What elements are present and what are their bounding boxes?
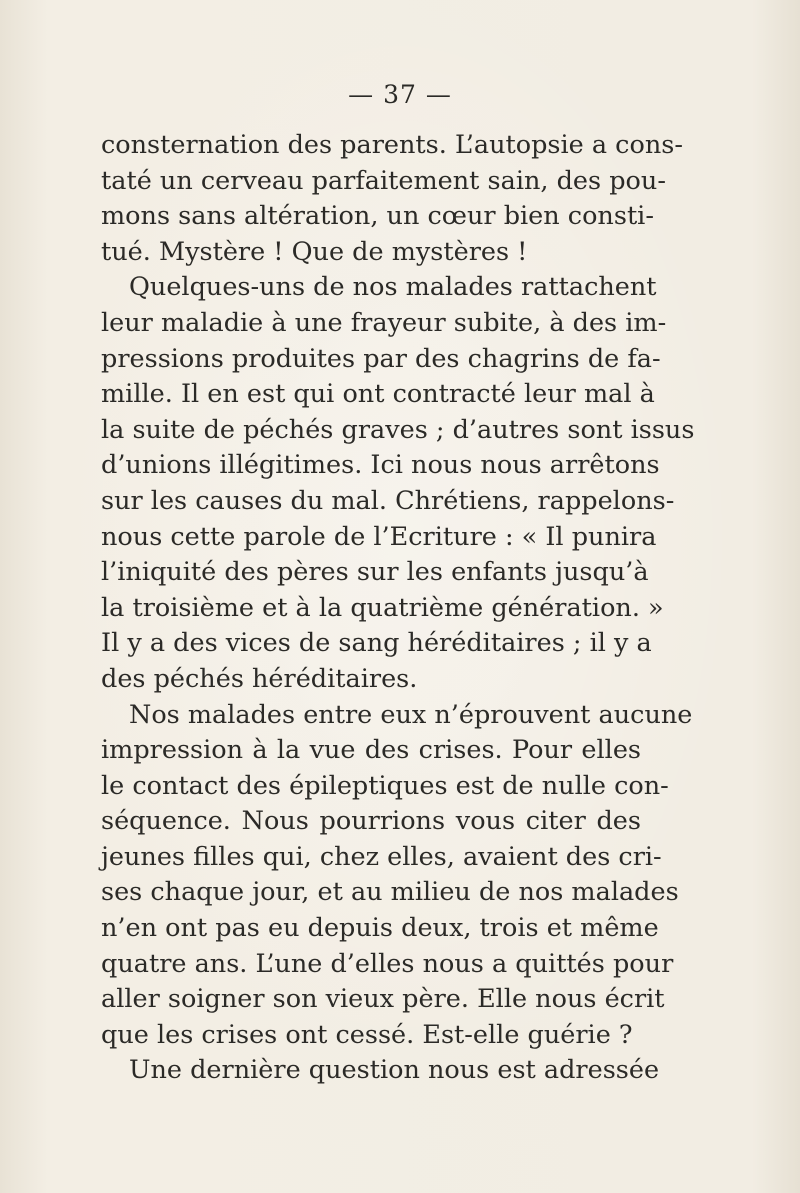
text-line: impression à la vue des crises. Pour elles <box>101 735 641 766</box>
text-line: nous cette parole de l’Ecriture : « Il punira <box>101 521 657 552</box>
text-line: n’en ont pas eu depuis deux, trois et même <box>101 913 659 944</box>
text-line: mille. Il en est qui ont contracté leur mal à <box>101 379 655 410</box>
text-line: la suite de péchés graves ; d’autres sont issus <box>101 414 695 445</box>
text-line: que les crises ont cessé. Est-elle guérie ? <box>101 1019 633 1050</box>
text-line: le contact des épileptiques est de nulle con- <box>101 770 669 801</box>
text-line: l’iniquité des pères sur les enfants jusqu’à <box>101 557 649 588</box>
text-line: sur les causes du mal. Chrétiens, rappelons- <box>101 485 675 516</box>
text-line: ses chaque jour, et au milieu de nos malades <box>101 877 679 908</box>
text-line: taté un cerveau parfaitement sain, des pou- <box>101 165 666 196</box>
text-line: mons sans altération, un cœur bien consti- <box>101 201 654 232</box>
text-line: Nos malades entre eux n’éprouvent aucune <box>129 699 693 730</box>
text-line: tué. Mystère ! Que de mystères ! <box>101 236 528 267</box>
text-line: séquence. Nous pourrions vous citer des <box>101 806 641 837</box>
text-line: d’unions illégitimes. Ici nous nous arrêtons <box>101 450 660 481</box>
text-line: Quelques-uns de nos malades rattachent <box>129 272 657 303</box>
text-line: aller soigner son vieux père. Elle nous écrit <box>101 984 665 1015</box>
text-line: quatre ans. L’une d’elles nous a quittés pour <box>101 948 674 979</box>
text-line: des péchés héréditaires. <box>101 663 418 694</box>
text-line: leur maladie à une frayeur subite, à des im- <box>101 307 667 338</box>
text-line: consternation des parents. L’autopsie a cons- <box>101 130 683 160</box>
text-line: pressions produites par des chagrins de fa- <box>101 343 661 374</box>
body-text <box>101 128 695 1089</box>
text-line: jeunes filles qui, chez elles, avaient des cri- <box>101 841 662 872</box>
page-number: — 37 — <box>348 80 452 109</box>
text-line: Une dernière question nous est adressée <box>129 1055 660 1086</box>
text-line: Il y a des vices de sang héréditaires ; il y a <box>101 628 652 659</box>
text-line: la troisième et à la quatrième génération. » <box>101 592 664 623</box>
